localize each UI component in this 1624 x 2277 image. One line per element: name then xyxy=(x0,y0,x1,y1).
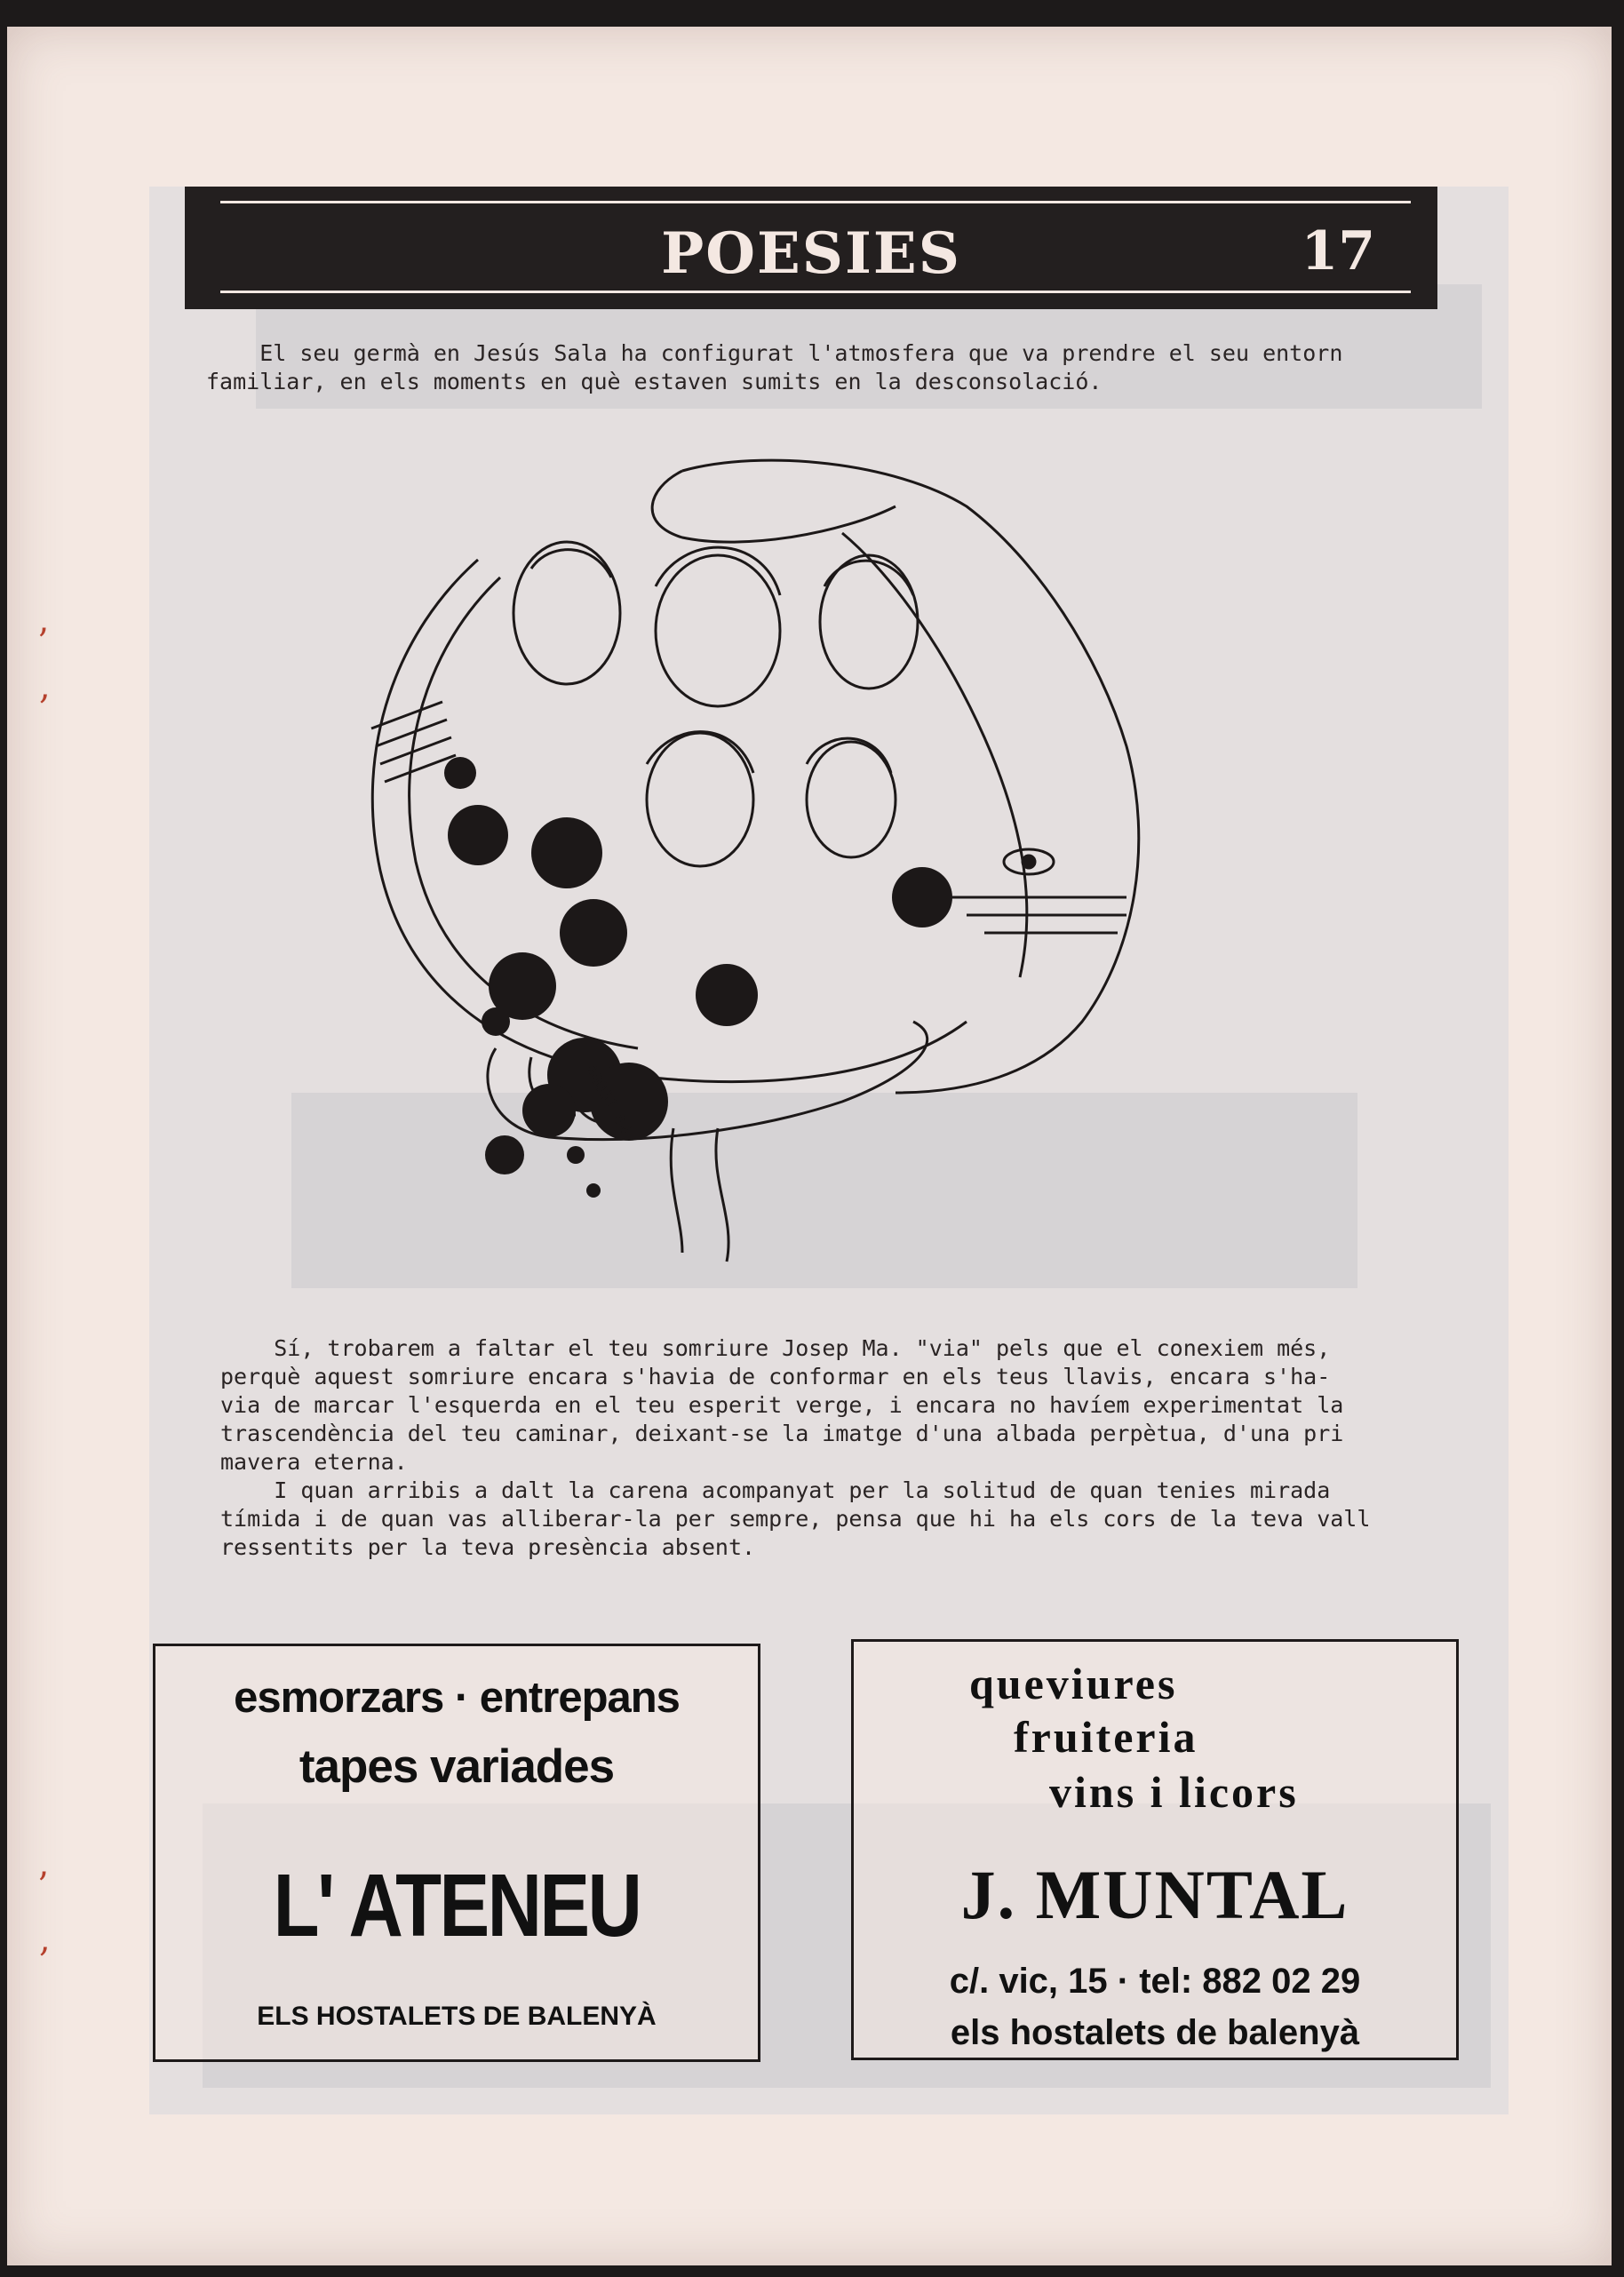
drawing-signature: AGOST 84 xyxy=(580,1061,635,1138)
margin-ink-mark: , xyxy=(39,666,51,707)
margin-ink-mark: , xyxy=(39,1919,51,1960)
margin-ink-mark: ’ xyxy=(37,1866,49,1907)
ad-services-line: fruiteria xyxy=(1014,1712,1198,1762)
muntal-advertisement xyxy=(851,1639,1459,2060)
ateneu-advertisement xyxy=(153,1644,760,2062)
poem-line: ressentits per la teva presència absent. xyxy=(220,1534,756,1560)
page-number: 17 xyxy=(1301,220,1375,283)
ad-services-line: queviures xyxy=(969,1659,1178,1708)
magazine-page xyxy=(7,27,1612,2265)
ad-services-line: vins i licors xyxy=(1049,1767,1299,1817)
ad-services-line: esmorzars · entrepans xyxy=(234,1674,680,1722)
poem-line: mavera eterna. xyxy=(220,1449,408,1475)
section-header xyxy=(185,187,1437,309)
ad-address: c/. vic, 15 · tel: 882 02 29 xyxy=(949,1962,1361,2001)
poem-line: Sí, trobarem a faltar el teu somriure Josep Ma. "via" pels que el conexiem més, xyxy=(220,1335,1331,1361)
ad-town: els hostalets de balenyà xyxy=(950,2013,1360,2052)
poem-line: via de marcar l'esquerda en el teu esperit verge, i encara no havíem experimentat la xyxy=(220,1392,1344,1418)
header-bottom-rule xyxy=(220,291,1411,293)
poem-line: I quan arribis a dalt la carena acompanyat per la solitud de quan tenies mirada xyxy=(220,1477,1331,1503)
ad-business-name: J. MUNTAL xyxy=(960,1856,1349,1933)
intro-line: familiar, en els moments en què estaven sumits en la desconsolació. xyxy=(206,369,1103,394)
intro-line: El seu germà en Jesús Sala ha configurat l'atmosfera que va prendre el seu entorn xyxy=(206,340,1343,366)
ad-business-name: L' ATENEU xyxy=(273,1856,641,1955)
margin-ink-mark: ’ xyxy=(37,622,49,663)
header-top-rule xyxy=(220,201,1411,203)
ad-services-line: tapes variades xyxy=(299,1740,615,1793)
poem-line: tímida i de quan vas alliberar-la per sempre, pensa que hi ha els cors de la teva vall xyxy=(220,1506,1371,1532)
poem-line: trascendència del teu caminar, deixant-se la imatge d'una albada perpètua, d'una pri xyxy=(220,1421,1344,1446)
poem-line: perquè aquest somriure encara s'havia de conformar en els teus llavis, encara s'ha- xyxy=(220,1364,1331,1389)
section-title: POESIES xyxy=(661,220,961,287)
ad-location: ELS HOSTALETS DE BALENYÀ xyxy=(257,2002,657,2031)
hand-holding-faces-drawing xyxy=(345,453,1260,1288)
